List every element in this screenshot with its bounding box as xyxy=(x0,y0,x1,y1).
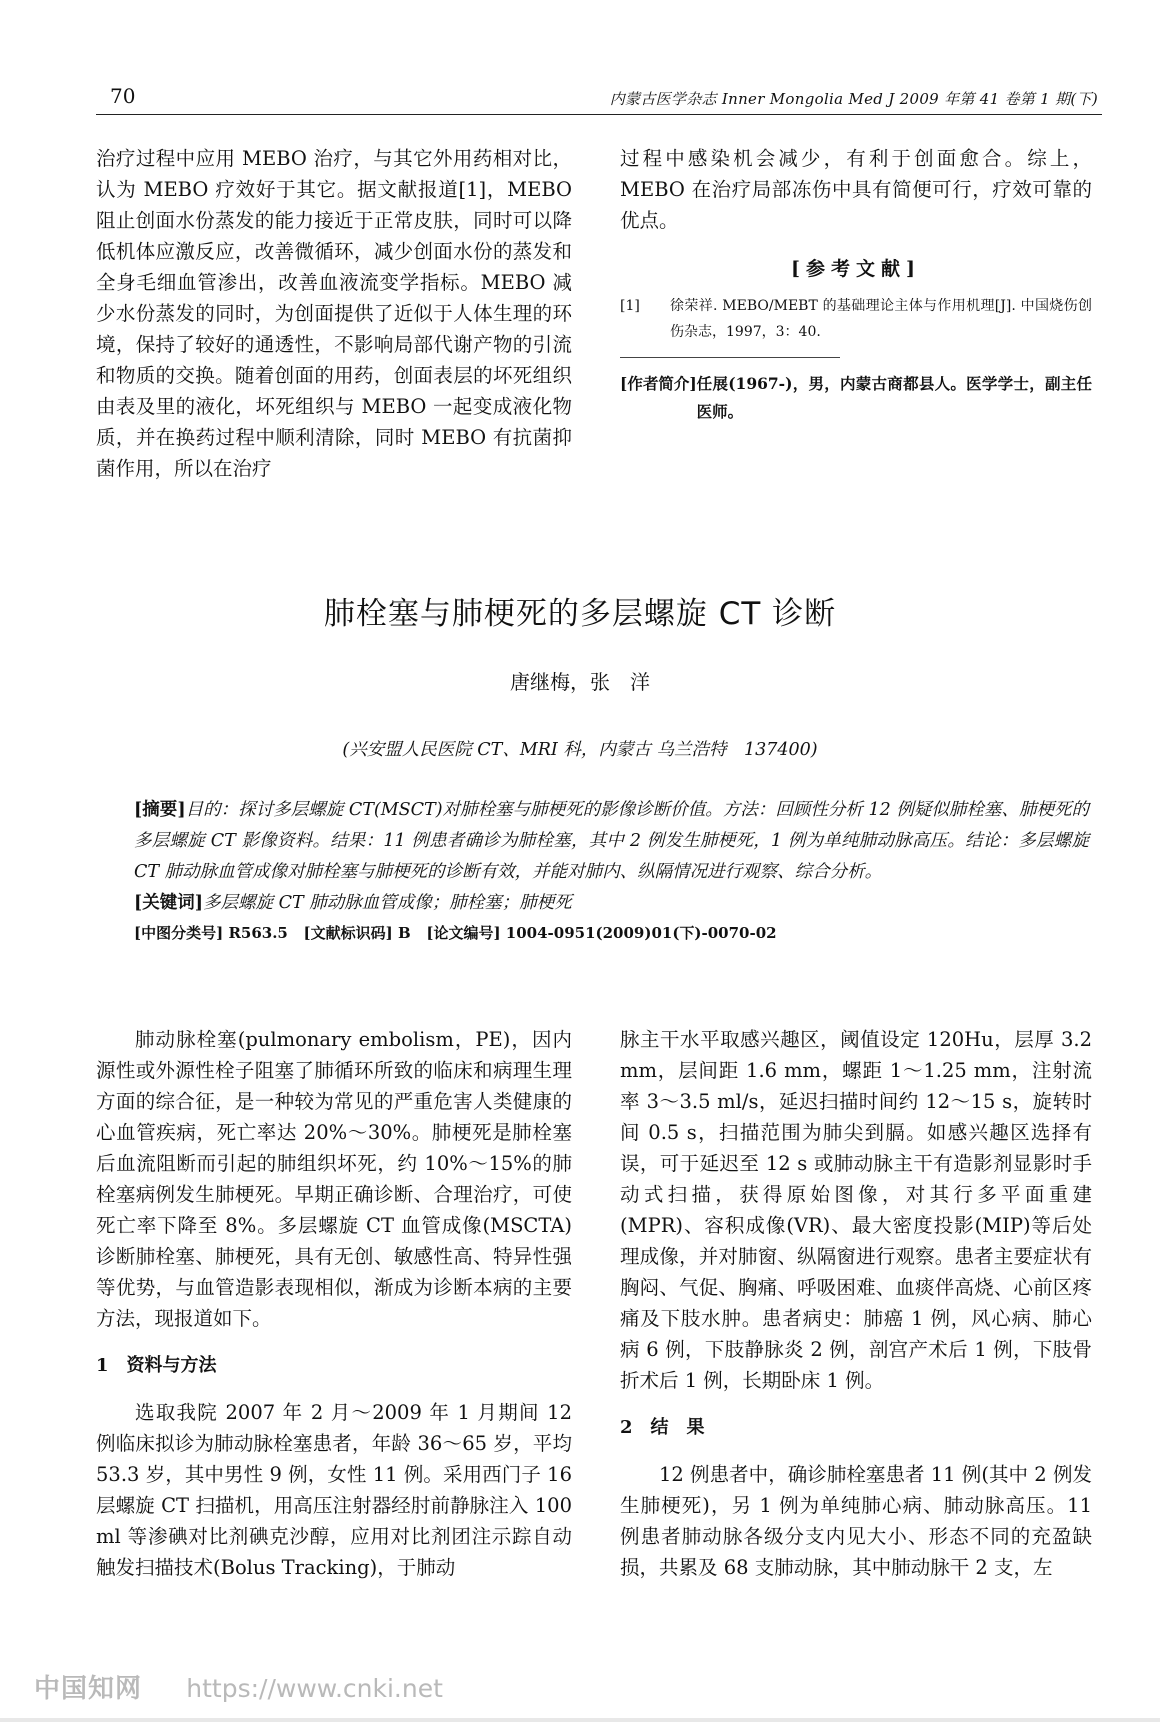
scan-edge xyxy=(0,1718,1160,1722)
article-authors: 唐继梅，张 洋 xyxy=(510,670,650,694)
reference-divider xyxy=(620,357,840,358)
methods-paragraph: 选取我院 2007 年 2 月～2009 年 1 月期间 12 例临床拟诊为肺动脉栓塞患者，年龄 36～65 岁，平均 53.3 岁，其中男性 9 例，女性 11 例。采用西门子 16 层螺旋 CT 扫描机，用高压注射器经肘前静脉注入 100 ml 等渗碘对比剂碘克沙醇，应用对比剂团注示踪自动触发扫描技术(Bolus Tracking)，于肺动 xyxy=(96,1401,572,1579)
cnki-logo: 中国知网 xyxy=(34,1674,143,1704)
section-2-heading xyxy=(620,1412,1092,1443)
page-number: 70 xyxy=(110,84,136,108)
article-title: 肺栓塞与肺梗死的多层螺旋 CT 诊断 xyxy=(323,596,837,632)
author-bio xyxy=(620,370,1092,426)
doc-code-label: [文献标识码] xyxy=(303,924,393,942)
section-1-heading xyxy=(96,1350,572,1381)
prev-article-left-column xyxy=(96,143,572,484)
prev-article-paragraph: 治疗过程中应用 MEBO 治疗，与其它外用药相对比，认为 MEBO 疗效好于其它。据文献报道[1]，MEBO 阻止创面水份蒸发的能力接近于正常皮肤，同时可以降低机体应激反应，改善微循环，减少创面水份的蒸发和全身毛细血管渗出，改善血液流变学指标。MEBO 减少水份蒸发的同时，为创面提供了近似于人体生理的环境，保持了较好的通透性，不影响局部代谢产物的引流和物质的交换。随着创面的用药，创面表层的坏死组织由表及里的液化，坏死组织与 MEBO 一起变成液化物质，并在换药过程中顺利清除，同时 MEBO 有抗菌抑菌作用，所以在治疗 xyxy=(96,147,572,480)
prev-article-right-column xyxy=(620,143,1092,426)
abstract-label: [摘要] xyxy=(134,800,186,820)
journal-header: 内蒙古医学杂志 Inner Mongolia Med J 2009 年第 41 卷第 1 期(下) xyxy=(609,90,1098,108)
author-bio-text: 任展(1967-)，男，内蒙古商都县人。医学学士，副主任医师。 xyxy=(696,374,1092,421)
reference-number: [1] xyxy=(620,298,640,314)
cnki-url[interactable]: https://www.cnki.net xyxy=(186,1674,443,1703)
abstract-block xyxy=(134,795,1089,947)
keywords xyxy=(134,888,1089,919)
section-1-title: 资料与方法 xyxy=(126,1355,217,1376)
body-left-column xyxy=(96,1024,572,1583)
results-paragraph: 12 例患者中，确诊肺栓塞患者 11 例(其中 2 例发生肺梗死)，另 1 例为单纯肺心病、肺动脉高压。11 例患者肺动脉各级分支内见大小、形态不同的充盈缺损，共累及 68 支肺动脉，其中肺动脉干 2 支，左 xyxy=(620,1463,1092,1579)
prev-article-conclusion: 过程中感染机会减少，有利于创面愈合。综上，MEBO 在治疗局部冻伤中具有简便可行，疗效可靠的优点。 xyxy=(620,147,1092,232)
section-1-number: 1 xyxy=(96,1355,109,1376)
intro-paragraph: 肺动脉栓塞(pulmonary embolism，PE)，因内源性或外源性栓子阻塞了肺循环所致的临床和病理生理方面的综合征，是一种较为常见的严重危害人类健康的心血管疾病，死亡率达 20%～30%。肺梗死是肺栓塞后血流阻断而引起的肺组织坏死，约 10%～15%的肺栓塞病例发生肺梗死。早期正确诊断、合理治疗，可使死亡率下降至 8%。多层螺旋 CT 血管成像(MSCTA)诊断肺栓塞、肺梗死，具有无创、敏感性高、特异性强等优势，与血管造影表现相似，渐成为诊断本病的主要方法，现报道如下。 xyxy=(96,1028,572,1330)
article-affiliation: (兴安盟人民医院 CT、MRI 科，内蒙古 乌兰浩特 137400) xyxy=(342,740,818,760)
abstract xyxy=(134,795,1089,888)
reference-text: 徐荣祥. MEBO/MEBT 的基础理论主体与作用机理[J]. 中国烧伤创伤杂志，1997，3：40. xyxy=(670,298,1092,340)
doc-code-value: B xyxy=(397,924,411,942)
classification-line xyxy=(134,919,1089,947)
clc-label: [中图分类号] xyxy=(134,924,224,942)
abstract-text: 目的：探讨多层螺旋 CT(MSCT)对肺栓塞与肺梗死的影像诊断价值。方法：回顾性分析 12 例疑似肺栓塞、肺梗死的多层螺旋 CT 影像资料。结果：11 例患者确诊为肺栓塞，其中 2 例发生肺梗死，1 例为单纯肺动脉高压。结论：多层螺旋 CT 肺动脉血管成像对肺栓塞与肺梗死的诊断有效，并能对肺内、纵隔情况进行观察、综合分析。 xyxy=(134,800,1089,882)
section-2-number: 2 xyxy=(620,1417,633,1438)
cnki-watermark xyxy=(34,1668,443,1705)
keywords-label: [关键词] xyxy=(134,893,204,913)
reference-item xyxy=(620,293,1092,345)
methods-continued: 脉主干水平取感兴趣区，阈值设定 120Hu，层厚 3.2 mm，层间距 1.6 mm，螺距 1～1.25 mm，注射流率 3～3.5 ml/s，延迟扫描时间约 12～15 s，旋转时间 0.5 s，扫描范围为肺尖到膈。如感兴趣区选择有误，可于延迟至 12 s 或肺动脉主干有造影剂显影时手动式扫描，获得原始图像，对其行多平面重建(MPR)、容积成像(VR)、最大密度投影(MIP)等后处理成像，并对肺窗、纵隔窗进行观察。患者主要症状有胸闷、气促、胸痛、呼吸困难、血痰伴高烧、心前区疼痛及下肢水肿。患者病史：肺癌 1 例，风心病、肺心病 6 例，下肢静脉炎 2 例，剖宫产术后 1 例，下肢骨折术后 1 例，长期卧床 1 例。 xyxy=(620,1028,1092,1392)
article-no-value: 1004-0951(2009)01(下)-0070-02 xyxy=(505,924,777,942)
section-2-title: 结 果 xyxy=(650,1417,705,1438)
keywords-text: 多层螺旋 CT 肺动脉血管成像；肺栓塞；肺梗死 xyxy=(203,893,572,913)
references-heading: [参考文献] xyxy=(791,258,921,280)
header-rule xyxy=(96,114,1102,115)
body-right-column xyxy=(620,1024,1092,1583)
clc-value: R563.5 xyxy=(228,924,288,942)
author-bio-label: [作者简介] xyxy=(620,374,697,393)
article-no-label: [论文编号] xyxy=(426,924,501,942)
